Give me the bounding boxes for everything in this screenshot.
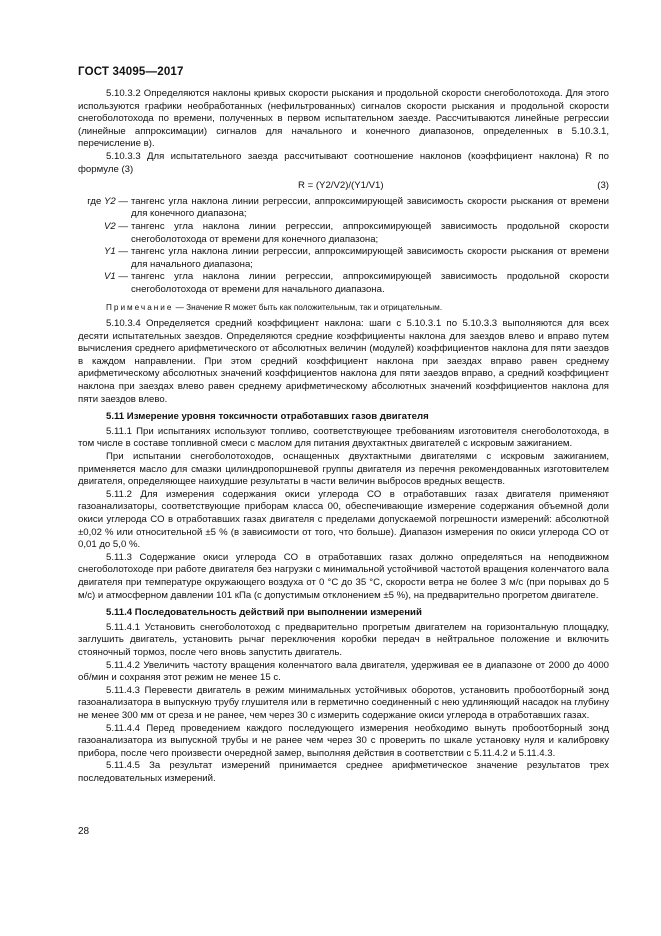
page-number: 28 bbox=[78, 826, 90, 837]
formula-number: (3) bbox=[597, 180, 609, 192]
note-text: — Значение R может быть как положительным, так и отрицательным. bbox=[175, 302, 443, 312]
paragraph-5-11-4-1: 5.11.4.1 Установить снегоболотоход с предварительно прогретым двигателем на горизонтальную площадку, заглушить двигатель, установить рычаг переключения коробки передач в нейтральное положение и включить стояночный тормоз, после чего вновь запустить двигатель. bbox=[78, 621, 609, 658]
paragraph-5-11-4-3: 5.11.4.3 Перевести двигатель в режим минимальных устойчивых оборотов, установить пробоотборный зонд газоанализатора в выпускную трубу глушителя или в герметично соединенный с нею удлиняющий насадок на глубину не менее 300 мм от среза и не ранее, чем через 30 с измерить содержание окиси углерода в отработавших газах. bbox=[78, 684, 609, 721]
definition-text: тангенс угла наклона линии регрессии, аппроксимирующей зависимость скорости рыскания от времени для начального диапазона; bbox=[131, 246, 609, 270]
paragraph-5-11-4-4: 5.11.4.4 Перед проведением каждого последующего измерения необходимо вынуть пробоотборный зонд газоанализатора из выпускной трубы и не ранее чем через 30 с проверить по шкале установку нуля и калибровку прибора, после чего произвести очередной замер, выполняя действия в соответствии с 5.11.4.2 и 5.11.4.3. bbox=[78, 722, 609, 759]
definition-symbol: V1 bbox=[103, 271, 116, 283]
definition-prefix: где bbox=[87, 195, 102, 207]
definition-symbol: Y1 bbox=[103, 246, 116, 258]
paragraph-5-11-1: 5.11.1 При испытаниях используют топливо, соответствующее требованиям изготовителя снегоболотохода, в том числе в составе топливной смеси с маслом для питания двухтактных двигателей с искровым зажиганием. bbox=[78, 425, 609, 450]
paragraph-5-10-3-2: 5.10.3.2 Определяются наклоны кривых скорости рыскания и продольной скорости снегоболотохода. Для этого используются графики необработанных (нефильтрованных) сигналов скорости рыскания и продольной скорости снегоболотохода по времени, полученных в первом испытательном заезде. Рассчитываются линейные регрессии (линейные аппроксимации) сигналов для начального и конечного диапазонов, определенных в 5.10.3.1, перечисление в). bbox=[78, 88, 609, 150]
paragraph-5-11-4-2: 5.11.4.2 Увеличить частоту вращения коленчатого вала двигателя, удерживая ее в диапазоне от 2000 до 4000 об/мин и сохраняя этот режим не менее 15 с. bbox=[78, 659, 609, 684]
note-label: Примечание bbox=[106, 302, 174, 312]
paragraph-5-11-4-5: 5.11.4.5 За результат измерений принимается среднее арифметическое значение результатов трех последовательных измерений. bbox=[78, 760, 609, 784]
definition-item: V2 — тангенс угла наклона линии регрессии, аппроксимирующей зависимость продольной скорости снегоболотохода от времени для конечного диапазона; bbox=[103, 220, 609, 245]
note bbox=[106, 302, 609, 315]
paragraph-5-11-1-oil: При испытании снегоболотоходов, оснащенных двухтактными двигателями с искровым зажиганием, применяется масло для смазки цилиндропоршневой группы двигателя из перечня рекомендованных изготовителем двигателя, определяющее наихудшие результаты в части величин выбросов вредных веществ. bbox=[78, 451, 609, 488]
section-heading-5-11: 5.11 Измерение уровня токсичности отработавших газов двигателя bbox=[106, 411, 429, 423]
definition-item: Y1 — тангенс угла наклона линии регрессии, аппроксимирующей зависимость скорости рыскания от времени для начального диапазона; bbox=[103, 246, 609, 270]
definition-text: тангенс угла наклона линии регрессии, аппроксимирующей зависимость продольной скорости снегоболотохода от времени для конечного диапазона; bbox=[131, 220, 609, 245]
definition-symbol: Y2 bbox=[103, 195, 116, 207]
page-header: ГОСТ 34095—2017 bbox=[78, 66, 184, 78]
page-content bbox=[78, 88, 609, 785]
definition-item: V1 — тангенс угла наклона линии регрессии, аппроксимирующей зависимость продольной скорости снегоболотохода от времени для начального диапазона. bbox=[103, 271, 609, 295]
section-heading-5-11-4: 5.11.4 Последовательность действий при выполнении измерений bbox=[106, 607, 422, 619]
paragraph-5-11-3: 5.11.3 Содержание окиси углерода CO в отработавших газах должно определяться на неподвижном снегоболотоходе при работе двигателя без нагрузки с минимальной устойчивой частотой вращения коленчатого вала двигателя при температуре окружающего воздуха от 0 °С до 35 °С, скорости ветра не более 3 м/с (при порывах до 5 м/с) и атмосферном давлении 101 кПа (с допустимым отклонением ±5 %), на предварительно прогретом двигателе. bbox=[78, 551, 609, 601]
definition-text: тангенс угла наклона линии регрессии, аппроксимирующей зависимость продольной скорости снегоболотохода от времени для начального диапазона. bbox=[131, 271, 609, 295]
formula-3 bbox=[78, 180, 609, 193]
definitions-list bbox=[78, 196, 609, 297]
definition-symbol: V2 bbox=[103, 220, 116, 232]
definition-item: где Y2 — тангенс угла наклона линии регрессии, аппроксимирующей зависимость скорости рыскания от времени для конечного диапазона; bbox=[87, 195, 609, 220]
definition-text: тангенс угла наклона линии регрессии, аппроксимирующей зависимость скорости рыскания от времени для конечного диапазона; bbox=[131, 195, 609, 220]
paragraph-5-10-3-3: 5.10.3.3 Для испытательного заезда рассчитывают соотношение наклонов (коэффициент наклона) R по формуле (3) bbox=[78, 150, 609, 175]
paragraph-5-10-3-4: 5.10.3.4 Определяется средний коэффициент наклона: шаги с 5.10.3.1 по 5.10.3.3 выполняются для всех десяти испытательных заездов. Определяются средние коэффициенты наклона для заездов влево и вправо путем вычисления среднего арифметического от абсолютных величин (модулей) коэффициентов наклона для пяти заездов в каждом направлении. При этом средний коэффициент наклона при заездах вправо равен среднему арифметическому абсолютных значений коэффициентов наклона для пяти заездов вправо, а средний коэффициент наклона при заездах влево равен среднему арифметическому абсолютных значений коэффициентов наклона для пяти заездов влево. bbox=[78, 318, 609, 405]
formula-expression: R = (Y2/V2)/(Y1/V1) bbox=[298, 180, 384, 192]
paragraph-5-11-2: 5.11.2 Для измерения содержания окиси углерода CO в отработавших газах двигателя применяют газоанализаторы, соответствующие приборам класса 00, обеспечивающие измерение содержания объемной доли окиси углерода CO в отработавших газах двигателя с пределами допускаемой погрешности измерений: абсолютной ±0,02 % или относительной ±5 % (в зависимости от того, что больше). Диапазон измерения по окиси углерода CO от 0,01 до 5,0 %. bbox=[78, 488, 609, 551]
